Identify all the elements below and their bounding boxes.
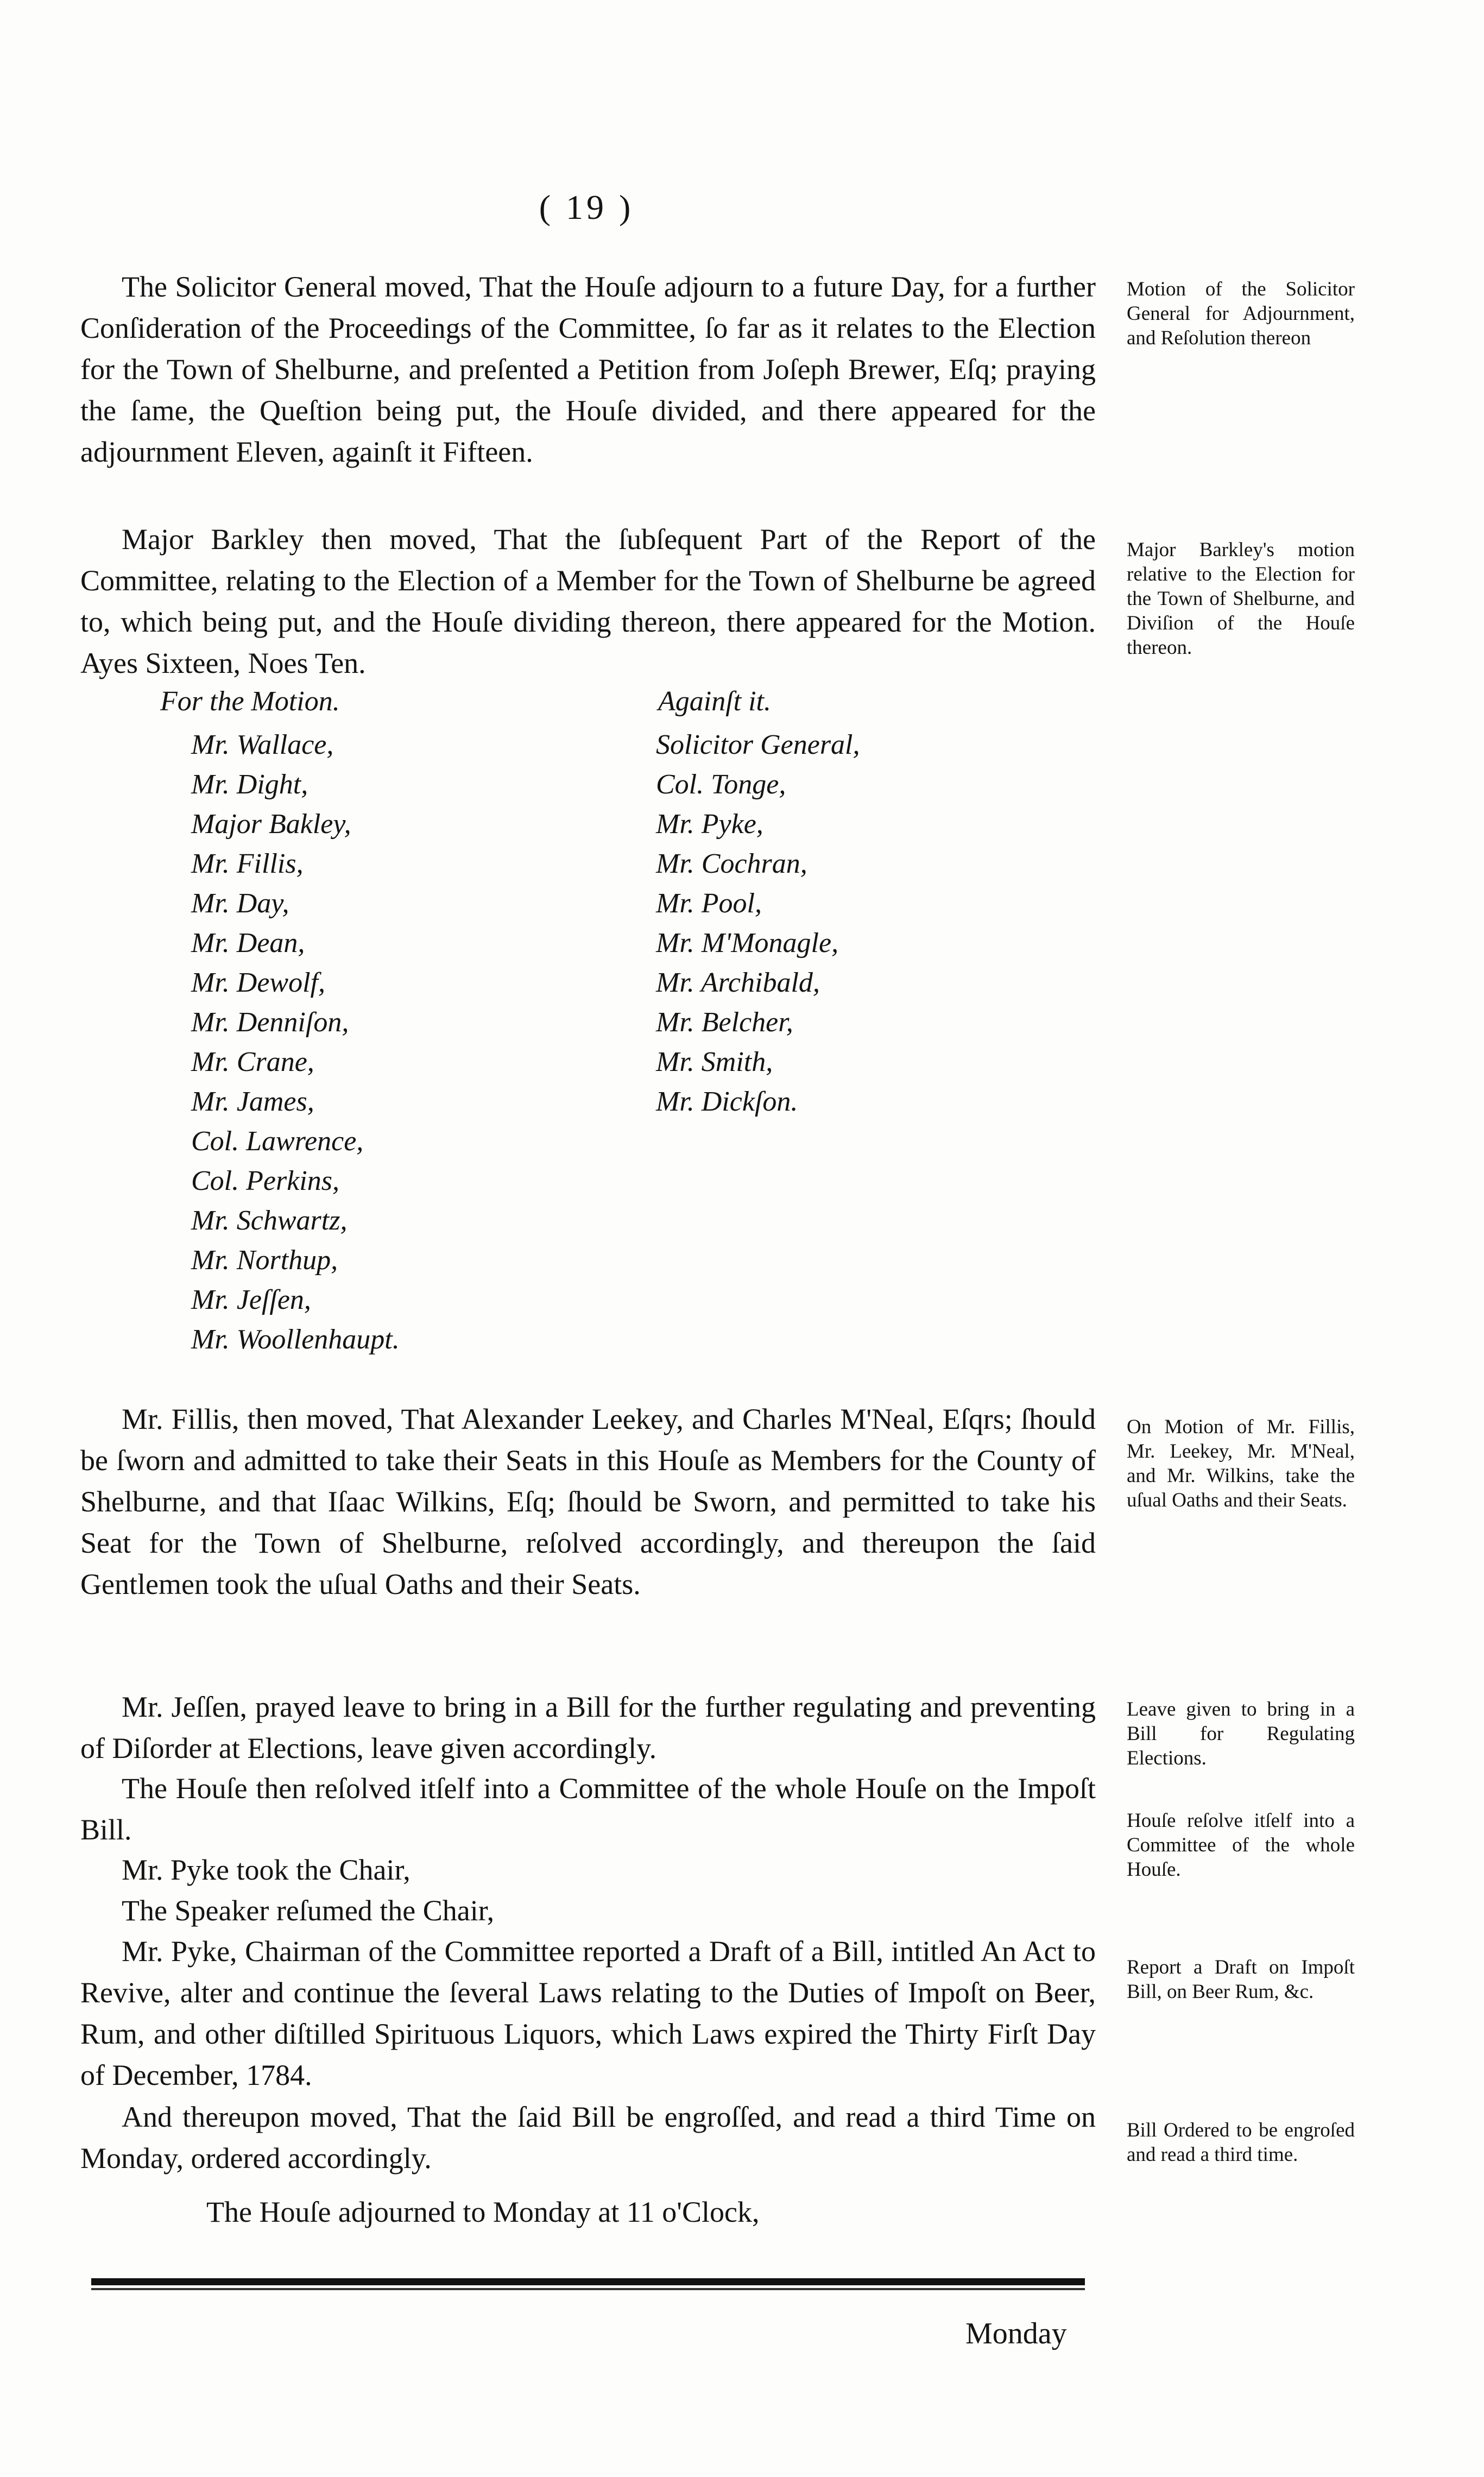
paragraph-solicitor-motion: [80, 266, 1096, 472]
list-item: Col. Tonge,: [656, 769, 786, 800]
paragraph-jessen-leave: [80, 1686, 1096, 1769]
page-rule-thick: [91, 2278, 1085, 2285]
against-motion-list: [656, 725, 1090, 1121]
list-item: Mr. Dean,: [191, 928, 305, 959]
list-item: Mr. Archibald,: [656, 967, 820, 998]
paragraph-text: The Houſe then reſolved itſelf into a Committee of the whole Houſe on the Impoſt Bill.: [80, 1772, 1096, 1846]
paragraph-committee: [80, 1768, 1096, 1850]
for-motion-list: [191, 725, 571, 1359]
list-item: Mr. Wallace,: [191, 729, 334, 760]
list-item: Major Bakley,: [191, 809, 351, 840]
paragraph-text: Major Barkley then moved, That the ſubſequent Part of the Report of the Committee, relating to the Election of a Member for the Town of Shelburne be agreed to, which being put, and the Houſe dividing thereon, there appeared for the Motion. Ayes Sixteen, Noes Ten.: [80, 523, 1096, 679]
paragraph-text: The Houſe adjourned to Monday at 11 o'Clock,: [206, 2196, 760, 2228]
margin-note-oaths: On Motion of Mr. Fillis, Mr. Leekey, Mr. M'Neal, and Mr. Wilkins, take the uſual Oaths and their Seats.: [1127, 1416, 1355, 1511]
margin-note-impost-report: Report a Draft on Impoſt Bill, on Beer Rum, &c.: [1127, 1956, 1355, 2003]
paragraph-text: The Solicitor General moved, That the Houſe adjourn to a future Day, for a further Conſideration of the Proceedings of the Committee, ſo far as it relates to the Election for the Town of Shelburne, and preſented a Petition from Joſeph Brewer, Eſq; praying the ſame, the Queſtion being put, the Houſe divided, and there appeared for the adjournment Eleven, againſt it Fifteen.: [80, 270, 1096, 468]
paragraph-barkley-motion: [80, 519, 1096, 684]
list-item: Solicitor General,: [656, 729, 860, 760]
list-item: Mr. Pyke,: [656, 809, 763, 840]
list-item: Mr. Smith,: [656, 1047, 773, 1077]
list-item: Col. Lawrence,: [191, 1126, 364, 1157]
paragraph-text: Mr. Pyke took the Chair,: [122, 1854, 411, 1886]
paragraph-fillis-motion: [80, 1398, 1096, 1605]
list-item: Mr. Woollenhaupt.: [191, 1324, 400, 1355]
page-rule-thin: [91, 2288, 1085, 2290]
list-item: Mr. Day,: [191, 888, 289, 919]
paragraph-text: The Speaker reſumed the Chair,: [122, 1894, 495, 1927]
paragraph-text: Mr. Jeſſen, prayed leave to bring in a Bill for the further regulating and preventing of Diſorder at Elections, leave given accordingly.: [80, 1691, 1096, 1764]
against-motion-heading: Againſt it.: [658, 686, 771, 717]
margin-note-elections-bill: Leave given to bring in a Bill for Regulating Elections.: [1127, 1698, 1355, 1769]
margin-note-barkley: Major Barkley's motion relative to the Election for the Town of Shelburne, and Diviſion of the Houſe thereon.: [1127, 539, 1355, 659]
page-number: ( 19 ): [539, 188, 634, 226]
list-item: Mr. Cochran,: [656, 848, 807, 879]
margin-note-engrossed: Bill Ordered to be engroſed and read a third time.: [1127, 2119, 1355, 2166]
for-motion-heading: For the Motion.: [160, 686, 340, 717]
list-item: Mr. Dewolf,: [191, 967, 325, 998]
list-item: Mr. Dight,: [191, 769, 308, 800]
paragraph-text: Mr. Pyke, Chairman of the Committee reported a Draft of a Bill, intitled An Act to Revive, alter and continue the ſeveral Laws relating to the Duties of Impoſt on Beer, Rum, and other diſtilled Spirituous Liquors, which Laws expired the Thirty Firſt Day of December, 1784.: [80, 1935, 1096, 2091]
list-item: Mr. Denniſon,: [191, 1007, 349, 1038]
paragraph-text: Mr. Fillis, then moved, That Alexander Leekey, and Charles M'Neal, Eſqrs; ſhould be ſworn and admitted to take their Seats in this Houſe as Members for the County of Shelburne, and that Iſaac Wilkins, Eſq; ſhould be Sworn, and permitted to take his Seat for the Town of Shelburne, reſolved accordingly, and thereupon the ſaid Gentlemen took the uſual Oaths and their Seats.: [80, 1403, 1096, 1600]
catchword: Monday: [965, 2317, 1067, 2350]
list-item: Mr. Fillis,: [191, 848, 304, 879]
list-item: Mr. Belcher,: [656, 1007, 793, 1038]
list-item: Mr. James,: [191, 1086, 314, 1117]
paragraph-pyke-report: [80, 1931, 1096, 2096]
paragraph-text: And thereupon moved, That the ſaid Bill be engroſſed, and read a third Time on Monday, ordered accordingly.: [80, 2101, 1096, 2175]
list-item: Mr. Northup,: [191, 1245, 338, 1276]
list-item: Mr. M'Monagle,: [656, 928, 839, 959]
margin-note-adjournment: Motion of the Solicitor General for Adjournment, and Reſolution thereon: [1127, 278, 1355, 349]
list-item: Mr. Pool,: [656, 888, 762, 919]
list-item: Mr. Crane,: [191, 1047, 314, 1077]
list-item: Col. Perkins,: [191, 1165, 339, 1196]
margin-note-committee: Houſe reſolve itſelf into a Committee of the whole Houſe.: [1127, 1810, 1355, 1881]
paragraph-adjourned: [206, 2191, 1075, 2233]
list-item: Mr. Jeſſen,: [191, 1284, 311, 1315]
list-item: Mr. Schwartz,: [191, 1205, 348, 1236]
paragraph-engrossed: [80, 2096, 1096, 2179]
paragraph-speaker: [80, 1890, 1096, 1931]
list-item: Mr. Dickſon.: [656, 1086, 798, 1117]
paragraph-pyke-chair: [80, 1849, 1096, 1890]
